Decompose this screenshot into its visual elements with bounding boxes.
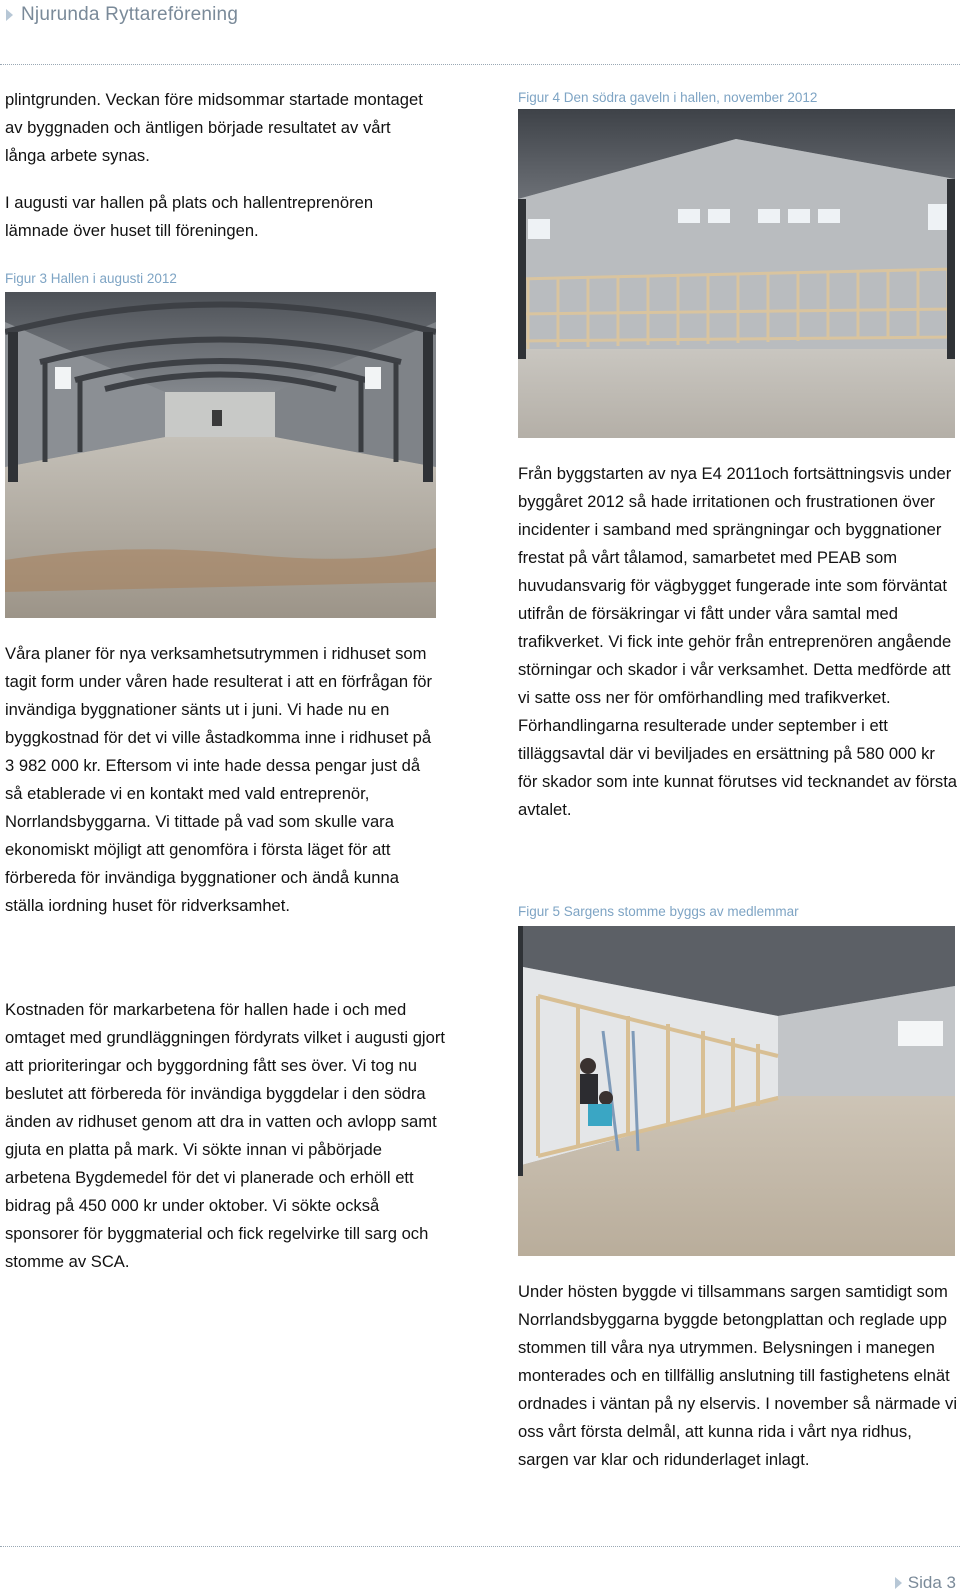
footer-divider [0, 1546, 960, 1547]
figure-3-caption: Figur 3 Hallen i augusti 2012 [5, 271, 177, 286]
page-footer [895, 1573, 956, 1593]
triangle-bullet-icon [6, 9, 13, 21]
page-number: Sida 3 [907, 1573, 956, 1592]
left-paragraph-3: Våra planer för nya verksamhetsutrymmen i ridhuset som tagit form under våren hade resulterat i att en förfrågan för invändiga byggnationer sänts ut i juni. Vi hade nu en byggkostnad för det vi ville åstadkomma inne i ridhuset på 3 982 000 kr. Eftersom vi inte hade dessa pengar just då så etablerade vi en kontakt med vald entreprenör, Norrlandsbyggarna. Vi tittade på vad som skulle vara ekonomiskt möjligt att genomföra i första läget för att förbereda för invändiga byggnationer och ändå kunna ställa iordning huset för ridverksamhet. [5, 644, 433, 915]
figure-3-photo-hall-interior [5, 292, 436, 618]
right-paragraph-1: Från byggstarten av nya E4 2011och fortsättningsvis under byggåret 2012 så hade irritationen och frustrationen över incidenter i samband med sprängningar och byggnationer frestat på vårt tålamod, samarbetet med PEAB som huvudansvarig för vägbygget fungerade inte som förväntat utifrån de försäkringar vi fått under våra samtal med trafikverket. Vi fick inte gehör från entreprenören angående störningar och skador i vår verksamhet. Detta medförde att vi satte oss ner för omförhandling med trafikverket. Förhandlingarna resulterade under september i ett tilläggsavtal där vi beviljades en ersättning på 580 000 kr för skador som inte kunnat förutses vid tecknandet av första avtalet. [518, 464, 958, 819]
triangle-bullet-icon [895, 1577, 902, 1589]
header-divider [0, 64, 960, 65]
page-header [6, 2, 238, 28]
left-paragraph-4: Kostnaden för markarbetena för hallen hade i och med omtaget med grundläggningen fördyrats vilket i augusti gjort att prioriteringar och byggordning fått ses över. Vi tog nu beslutet att förbereda för invändiga byggdelar i den södra änden av ridhuset genom att dra in vatten och avlopp samt gjuta en platta på mark. Vi sökte innan vi påbörjade arbetena Bygdemedel för det vi planerade och erhöll ett bidrag på 450 000 kr under oktober. Vi sökte också sponsorer för byggmaterial och fick regelvirke till sarg och stomme av SCA. [5, 1000, 445, 1271]
figure-4-caption: Figur 4 Den södra gaveln i hallen, november 2012 [518, 90, 818, 105]
right-paragraph-2: Under hösten byggde vi tillsammans sargen samtidigt som Norrlandsbyggarna byggde betongplattan och reglade upp stommen till våra nya utrymmen. Belysningen i manegen monterades och en tillfällig anslutning till fastighetens elnät ordnades i väntan på ny elservis. I november så närmade vi oss vårt första delmål, att kunna rida i vårt nya ridhus, sargen var klar och ridunderlaget inlagt. [518, 1282, 958, 1469]
left-paragraph-2: I augusti var hallen på plats och hallentreprenören lämnade över huset till föreningen. [5, 193, 374, 240]
figure-5-caption: Figur 5 Sargens stomme byggs av medlemmar [518, 904, 799, 919]
figure-4-photo-south-gable [518, 109, 955, 438]
organization-title: Njurunda Ryttareförening [21, 4, 239, 25]
left-paragraph-1: plintgrunden. Veckan före midsommar startade montaget av byggnaden och äntligen började resultatet av vårt långa arbete synas. [5, 90, 423, 165]
figure-5-photo-members-building-frame [518, 926, 955, 1256]
